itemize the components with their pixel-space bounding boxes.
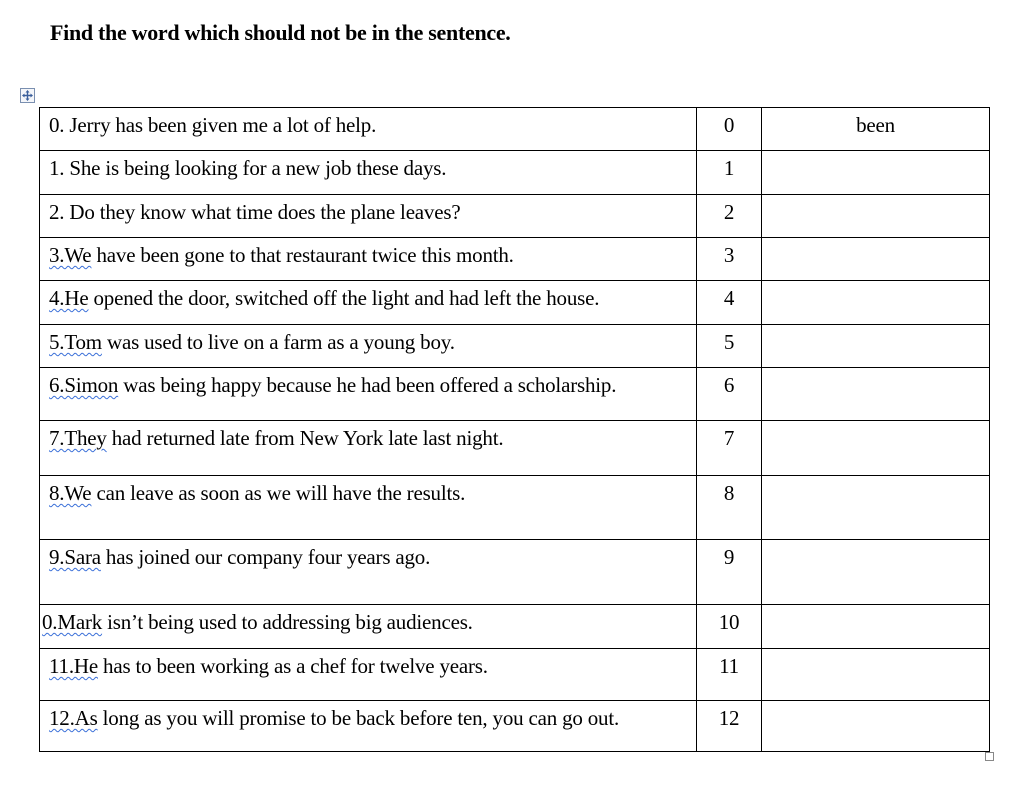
number-cell: 9 — [697, 540, 762, 605]
number-cell: 1 — [697, 151, 762, 195]
answer-cell[interactable] — [762, 151, 990, 195]
sentence-cell[interactable] — [40, 368, 697, 421]
answer-cell[interactable] — [762, 368, 990, 421]
spellcheck-flagged-text: 12.As — [49, 706, 98, 730]
sentence-cell[interactable] — [40, 195, 697, 238]
sentence-text: can leave as soon as we will have the results. — [91, 481, 466, 505]
sentence-text: opened the door, switched off the light and had left the house. — [88, 286, 600, 310]
answer-cell[interactable] — [762, 605, 990, 649]
sentence-cell[interactable] — [40, 701, 697, 752]
sentence-cell[interactable] — [40, 325, 697, 368]
table-row — [40, 368, 990, 421]
table-resize-handle-icon[interactable] — [985, 752, 994, 761]
number-cell: 11 — [697, 649, 762, 701]
sentence-cell[interactable] — [40, 476, 697, 540]
sentence-cell[interactable] — [40, 238, 697, 281]
table-row — [40, 540, 990, 605]
table-row — [40, 281, 990, 325]
table-row — [40, 325, 990, 368]
sentence-text: was used to live on a farm as a young boy. — [101, 330, 455, 354]
exercise-table — [39, 107, 990, 752]
number-cell: 0 — [697, 108, 762, 151]
spellcheck-flagged-text: 6.Simon — [49, 373, 119, 397]
sentence-text: was being happy because he had been offered a scholarship. — [118, 373, 617, 397]
sentence-text: 0. Jerry has been given me a lot of help. — [49, 113, 377, 137]
sentence-text: 2. Do they know what time does the plane leaves? — [49, 200, 461, 224]
answer-cell[interactable] — [762, 195, 990, 238]
spellcheck-flagged-text: 3.We — [49, 243, 92, 267]
number-cell: 10 — [697, 605, 762, 649]
answer-cell[interactable] — [762, 476, 990, 540]
sentence-cell[interactable] — [40, 108, 697, 151]
sentence-cell[interactable] — [40, 649, 697, 701]
sentence-text: 1. She is being looking for a new job these days. — [49, 156, 447, 180]
spellcheck-flagged-text: 7.They — [49, 426, 107, 450]
answer-cell[interactable] — [762, 325, 990, 368]
answer-cell[interactable] — [762, 238, 990, 281]
sentence-cell[interactable] — [40, 281, 697, 325]
number-cell: 4 — [697, 281, 762, 325]
sentence-text: has joined our company four years ago. — [100, 545, 431, 569]
sentence-text: long as you will promise to be back before ten, you can go out. — [97, 706, 620, 730]
number-cell: 3 — [697, 238, 762, 281]
sentence-text: had returned late from New York late last night. — [106, 426, 504, 450]
answer-cell[interactable] — [762, 421, 990, 476]
sentence-cell[interactable] — [40, 540, 697, 605]
number-cell: 2 — [697, 195, 762, 238]
table-row — [40, 238, 990, 281]
spellcheck-flagged-text: 8.We — [49, 481, 92, 505]
number-cell: 8 — [697, 476, 762, 540]
table-row — [40, 476, 990, 540]
table-row — [40, 108, 990, 151]
table-row — [40, 649, 990, 701]
number-cell: 7 — [697, 421, 762, 476]
answer-cell[interactable] — [762, 281, 990, 325]
spellcheck-flagged-text: 0.Mark — [42, 610, 103, 634]
spellcheck-flagged-text: 4.He — [49, 286, 89, 310]
sentence-cell[interactable] — [40, 151, 697, 195]
number-cell: 5 — [697, 325, 762, 368]
spellcheck-flagged-text: 5.Tom — [49, 330, 102, 354]
spellcheck-flagged-text: 9.Sara — [49, 545, 101, 569]
table-row — [40, 421, 990, 476]
answer-cell[interactable] — [762, 540, 990, 605]
answer-cell[interactable] — [762, 701, 990, 752]
sentence-text: isn’t being used to addressing big audiences. — [102, 610, 473, 634]
sentence-text: has to been working as a chef for twelve years. — [97, 654, 488, 678]
sentence-cell[interactable] — [40, 421, 697, 476]
answer-cell[interactable] — [762, 649, 990, 701]
spellcheck-flagged-text: 11.He — [49, 654, 98, 678]
table-row — [40, 701, 990, 752]
sentence-text: have been gone to that restaurant twice this month. — [91, 243, 514, 267]
sentence-cell[interactable] — [40, 605, 697, 649]
answer-cell[interactable]: been — [762, 108, 990, 151]
table-move-handle-icon[interactable] — [20, 88, 35, 103]
number-cell: 12 — [697, 701, 762, 752]
table-row — [40, 195, 990, 238]
number-cell: 6 — [697, 368, 762, 421]
table-row — [40, 151, 990, 195]
table-row — [40, 605, 990, 649]
instruction-heading: Find the word which should not be in the sentence. — [50, 20, 511, 45]
